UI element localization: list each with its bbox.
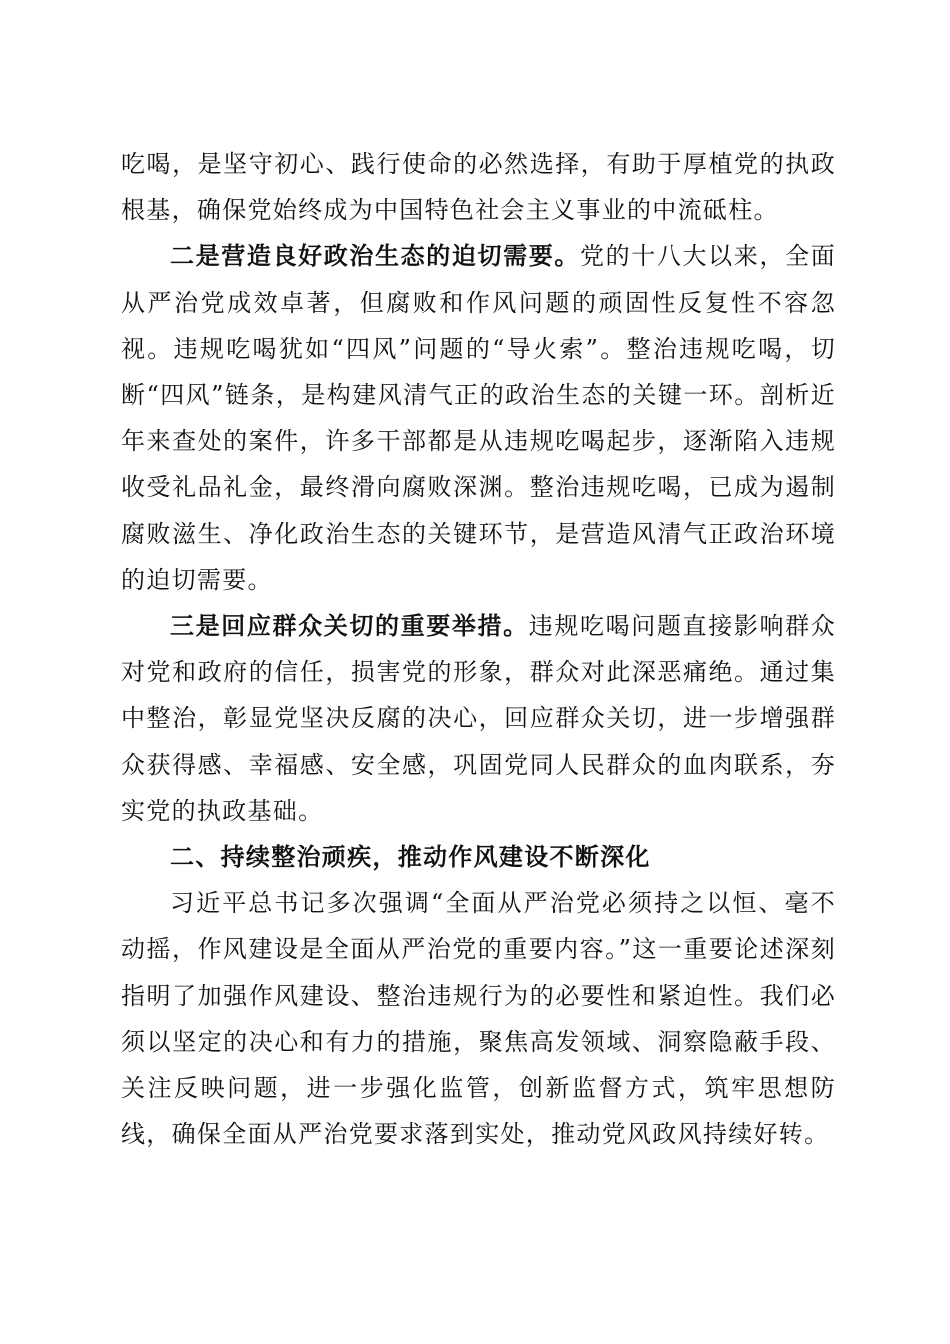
paragraph-text: 习近平总书记多次强调“全面从严治党必须持之以恒、毫不动摇，作风建设是全面从严治党的重要内容。”这一重要论述深刻指明了加强作风建设、整治违规行为的必要性和紧迫性。我们必须以坚定的决心和有力的措施，聚焦高发领域、洞察隐蔽手段、关注反映问题，进一步强化监管，创新监督方式，筑牢思想防线，确保全面从严治党要求落到实处，推动党风政风持续好转。 [121, 889, 836, 1149]
paragraph-continued [121, 141, 836, 233]
paragraph-lead: 二是营造良好政治生态的迫切需要。 [170, 242, 581, 271]
paragraph-text: 违规吃喝问题直接影响群众对党和政府的信任，损害党的形象，群众对此深恶痛绝。通过集中整治，彰显党坚决反腐的决心，回应群众关切，进一步增强群众获得感、幸福感、安全感，巩固党同人民群众的血肉联系，夯实党的执政基础。 [121, 612, 836, 825]
document-body [121, 141, 836, 1157]
paragraph-section-body [121, 880, 836, 1157]
paragraph-lead: 三是回应群众关切的重要举措。 [170, 612, 529, 641]
paragraph-text: 吃喝，是坚守初心、践行使命的必然选择，有助于厚植党的执政根基，确保党始终成为中国特色社会主义事业的中流砥柱。 [121, 150, 836, 225]
paragraph-text: 党的十八大以来，全面从严治党成效卓著，但腐败和作风问题的顽固性反复性不容忽视。违规吃喝犹如“四风”问题的“导火索”。整治违规吃喝，切断“四风”链条，是构建风清气正的政治生态的关键一环。剖析近年来查处的案件，许多干部都是从违规吃喝起步，逐渐陷入违规收受礼品礼金，最终滑向腐败深渊。整治违规吃喝，已成为遏制腐败滋生、净化政治生态的关键环节，是营造风清气正政治环境的迫切需要。 [121, 242, 836, 594]
paragraph-political-ecology [121, 233, 836, 603]
section-heading: 二、持续整治顽疾，推动作风建设不断深化 [170, 843, 651, 872]
paragraph-public-concern [121, 603, 836, 834]
